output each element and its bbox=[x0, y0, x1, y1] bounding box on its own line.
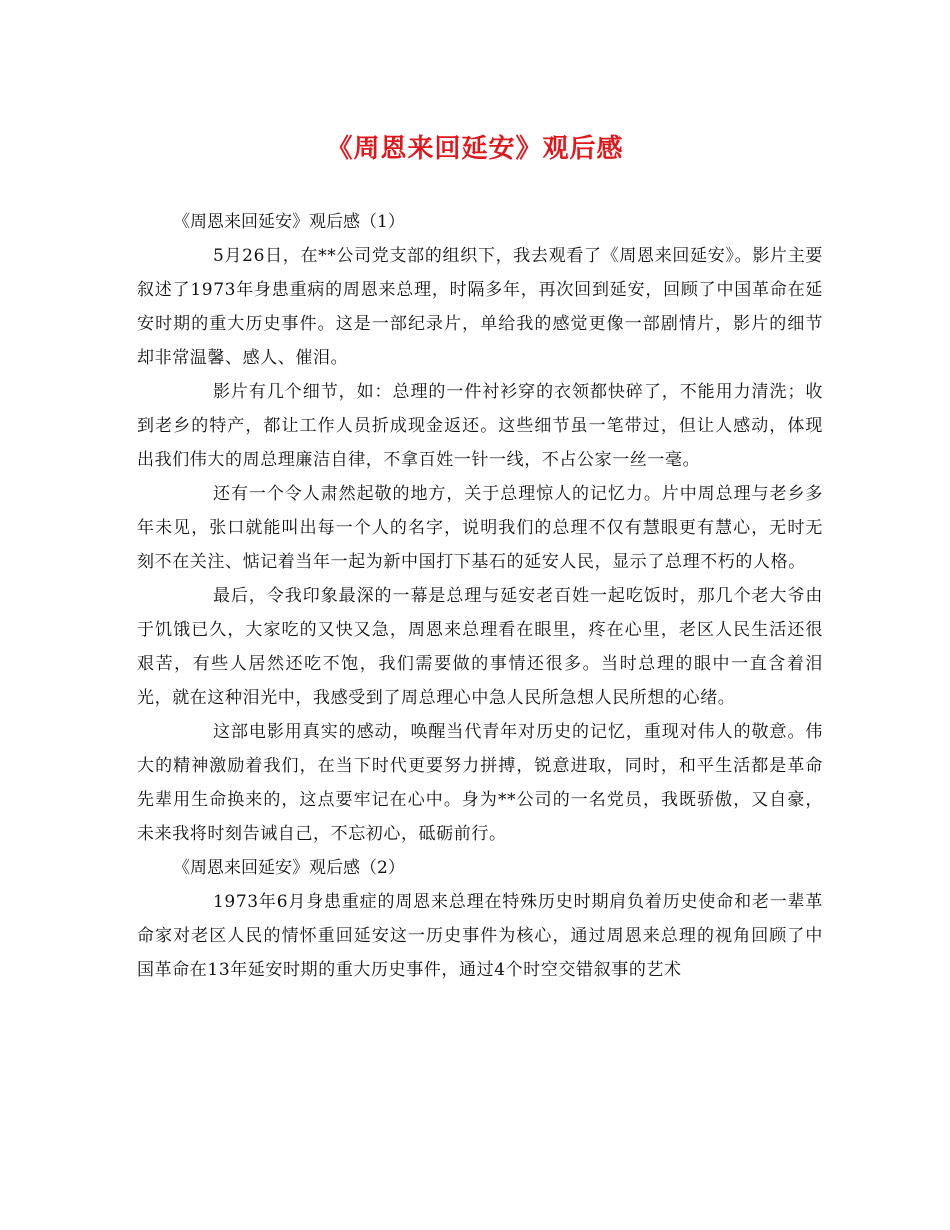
paragraph: 最后，令我印象最深的一幕是总理与延安老百姓一起吃饭时，那几个老大爷由于饥饿已久，大家吃的又快又急，周恩来总理看在眼里，疼在心里，老区人民生活还很艰苦，有些人居然还吃不饱，我们需要做的事情还很多。当时总理的眼中一直含着泪光，就在这种泪光中，我感受到了周总理心中急人民所急想人民所想的心绪。 bbox=[137, 586, 823, 708]
paragraph: 影片有几个细节，如：总理的一件衬衫穿的衣领都快碎了，不能用力清洗；收到老乡的特产，都让工作人员折成现金返还。这些细节虽一笔带过，但让人感动，体现出我们伟大的周总理廉洁自律，不拿百姓一针一线，不占公家一丝一毫。 bbox=[137, 382, 823, 470]
section-1 bbox=[137, 205, 823, 851]
paragraph: 5月26日，在**公司党支部的组织下，我去观看了《周恩来回延安》。影片主要叙述了1973年身患重病的周恩来总理，时隔多年，再次回到延安，回顾了中国革命在延安时期的重大历史事件。这是一部纪录片，单给我的感觉更像一部剧情片，影片的细节却非常温馨、感人、催泪。 bbox=[137, 246, 823, 368]
section-2 bbox=[137, 851, 823, 987]
document-title: 《周恩来回延安》观后感 bbox=[326, 134, 624, 164]
paragraph: 还有一个令人肃然起敬的地方，关于总理惊人的记忆力。片中周总理与老乡多年未见，张口就能叫出每一个人的名字，说明我们的总理不仅有慧眼更有慧心，无时无刻不在关注、惦记着当年一起为新中国打下基石的延安人民，显示了总理不朽的人格。 bbox=[137, 484, 823, 572]
paragraph: 这部电影用真实的感动，唤醒当代青年对历史的记忆，重现对伟人的敬意。伟大的精神激励着我们，在当下时代更要努力拼搏，锐意进取，同时，和平生活都是革命先辈用生命换来的，这点要牢记在心中。身为**公司的一名党员，我既骄傲，又自豪，未来我将时刻告诫自己，不忘初心，砥砺前行。 bbox=[137, 722, 823, 844]
paragraph: 1973年6月身患重症的周恩来总理在特殊历史时期肩负着历史使命和老一辈革命家对老区人民的情怀重回延安这一历史事件为核心，通过周恩来总理的视角回顾了中国革命在13年延安时期的重大历史事件，通过4个时空交错叙事的艺术 bbox=[137, 892, 823, 980]
section-heading: 《周恩来回延安》观后感（1） bbox=[173, 212, 405, 232]
document-body bbox=[137, 205, 823, 987]
section-heading: 《周恩来回延安》观后感（2） bbox=[173, 858, 405, 878]
